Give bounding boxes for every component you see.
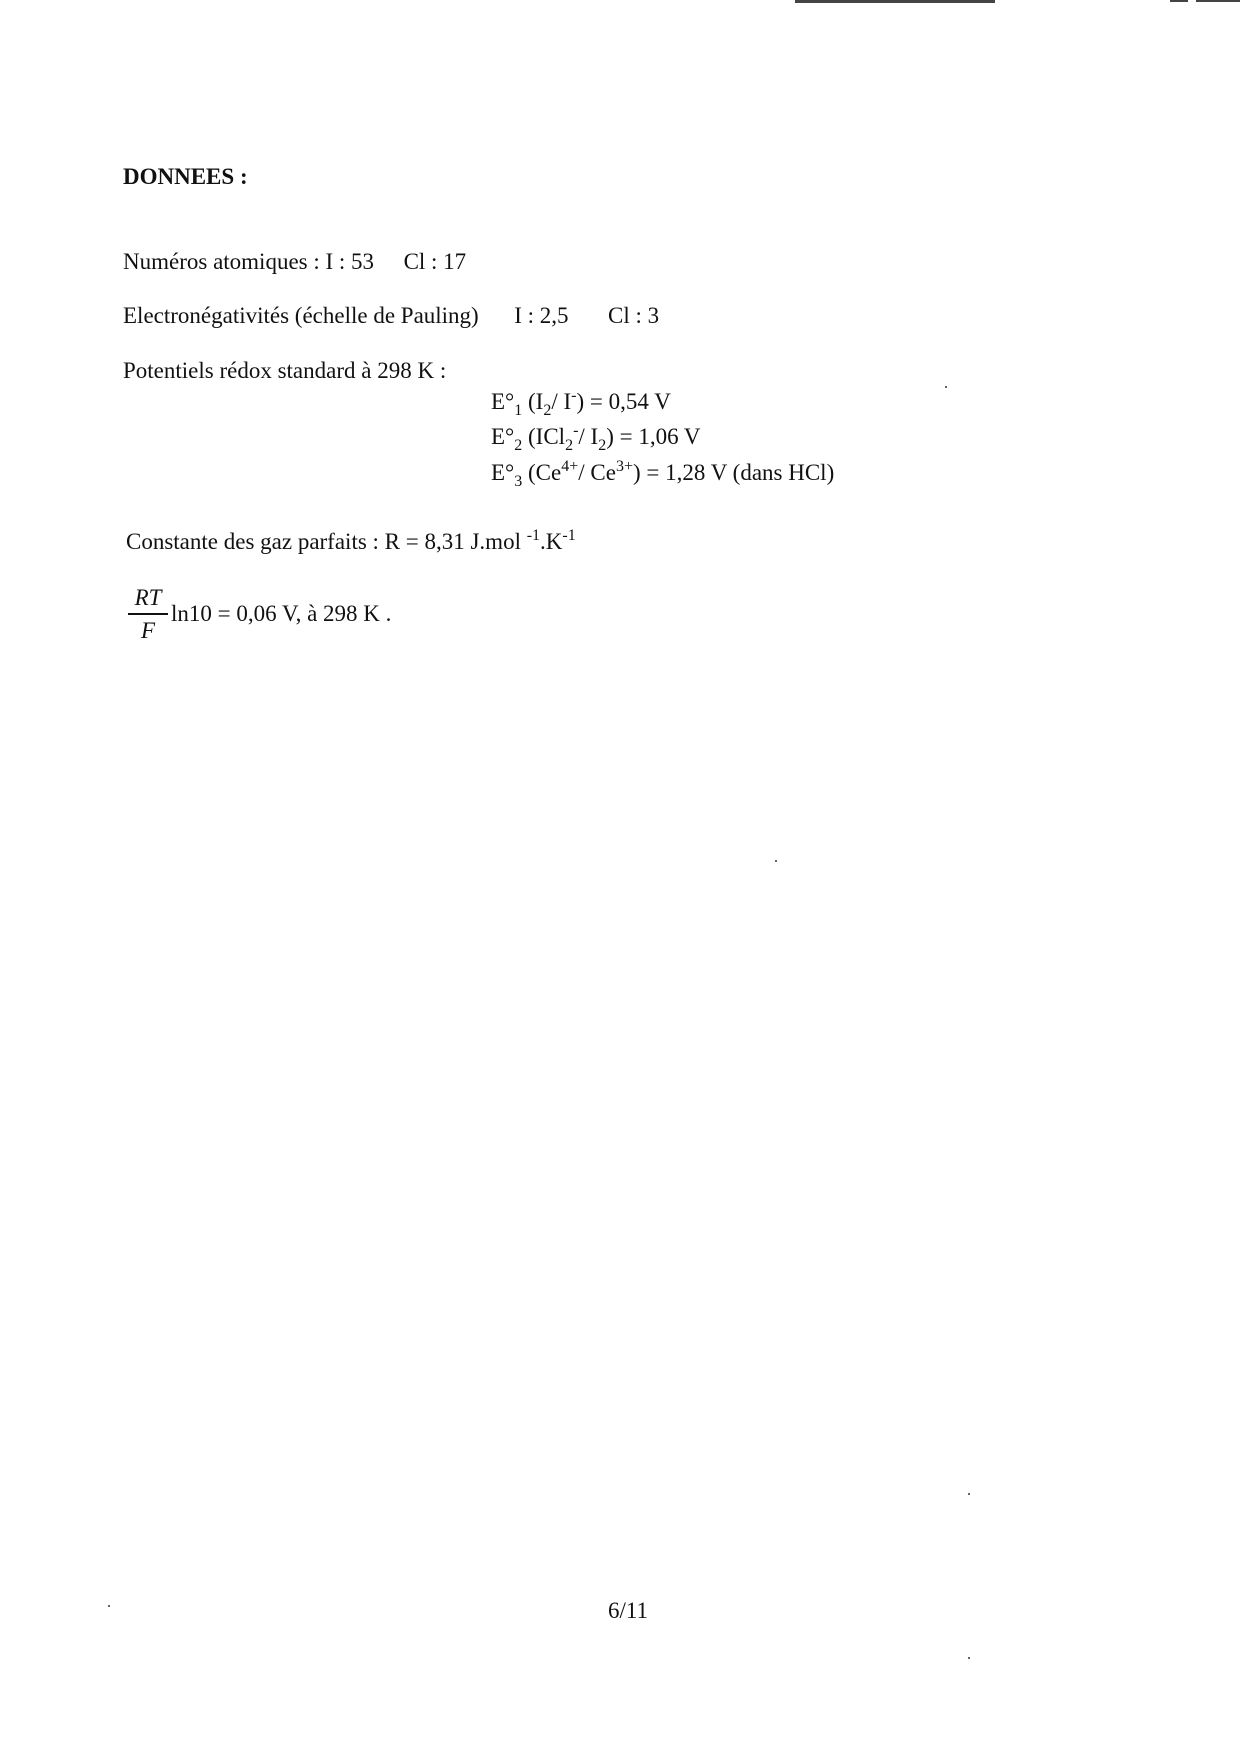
- electronegativity-line: [123, 302, 659, 330]
- electronegativity-chlorine: Cl : 3: [608, 303, 660, 328]
- page-number: 6/11: [608, 1598, 649, 1623]
- electronegativity-iodine: I : 2,5: [514, 303, 569, 328]
- electronegativity-label: Electronégativités (échelle de Pauling): [123, 303, 479, 328]
- atomic-number-iodine: I : 53: [325, 249, 375, 274]
- scan-artifact-line: [1196, 0, 1240, 2]
- scan-speck: [968, 1657, 970, 1659]
- atomic-number-chlorine: Cl : 17: [403, 249, 467, 274]
- redox-potential-e2: $E^\circ_2$ (ICl$_2$-/ $I_2) = 1,06$ V: [491, 422, 701, 454]
- redox-potential-e1: $E^\circ_1$ ($I_2/$ I-) = 0,54 V: [491, 387, 671, 419]
- scan-artifact-line: [795, 0, 995, 3]
- nernst-expression: ln10 = 0,06 V, à 298 K .: [171, 601, 392, 626]
- nernst-fraction: [128, 584, 168, 645]
- scan-artifact-line: [1170, 0, 1188, 2]
- section-heading: DONNEES :: [123, 164, 248, 189]
- scan-speck: [945, 386, 947, 388]
- gas-constant-line: Constante des gaz parfaits : R = 8,31 J.mol $^{-1}.K^{-1}$: [126, 527, 576, 554]
- scan-speck: [968, 1493, 970, 1495]
- redox-potential-e3: $E^\circ_3$ ($Ce^{4+}/$ $Ce^{3+}) = 1,28$ V (dans HCl): [491, 458, 835, 490]
- atomic-numbers-label: Numéros atomiques :: [123, 249, 320, 274]
- atomic-numbers-line: [123, 248, 466, 276]
- redox-label: Potentiels rédox standard à 298 K :: [123, 358, 447, 383]
- fraction-numerator: RT: [134, 585, 162, 610]
- fraction-denominator: F: [140, 617, 156, 643]
- scan-speck: [108, 1605, 110, 1607]
- fraction-bar: [128, 613, 168, 615]
- scan-speck: [775, 860, 777, 862]
